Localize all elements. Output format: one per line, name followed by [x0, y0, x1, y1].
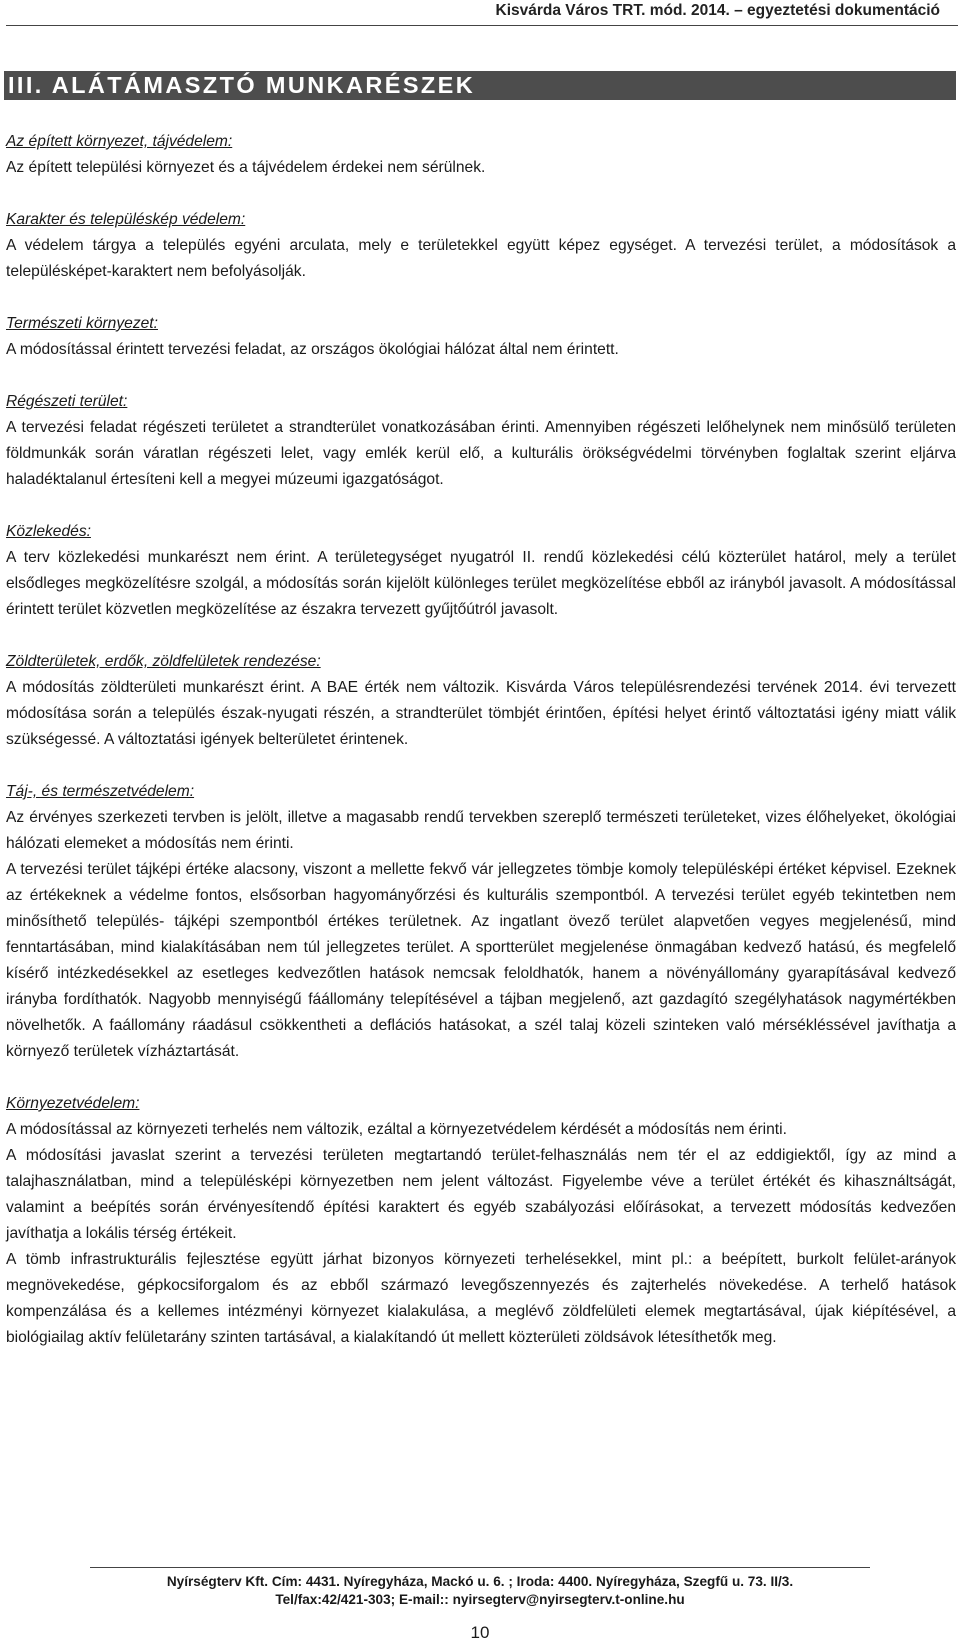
section-title: Régészeti terület:: [6, 393, 128, 410]
section-paragraph: A tervezési feladat régészeti területet a strandterület vonatkozásában érinti. Amennyiben régészeti lelőhelynek nem minősülő területen földmunkák során váratlan régészeti lelet, vagy emlék kerül elő, a kulturális örökségvédelmi törvényben foglaltak szerint eljárva haladéktalanul értesíteni kell a megyei múzeumi igazgatóságot.: [6, 419, 956, 488]
section-paragraph: A védelem tárgya a település egyéni arculata, mely e területekkel együtt képez egységet. A tervezési terület, a módosítások a településképet-karaktert nem befolyásolják.: [6, 237, 956, 280]
section-paragraph: Az épített települési környezet és a tájvédelem érdekei nem sérülnek.: [6, 159, 486, 176]
section-built-environment: [6, 129, 956, 181]
section-archaeology: [6, 389, 956, 493]
section-paragraph: Az érvényes szerkezeti tervben is jelölt, illetve a magasabb rendű tervekben szereplő természeti területeket, vizes élőhelyeket, ökológiai hálózati elemeket a módosítás nem érinti.: [6, 809, 956, 852]
section-character-protection: [6, 207, 956, 285]
section-natural-environment: [6, 311, 956, 363]
section-paragraph: A módosítási javaslat szerint a tervezési területen megtartandó terület-felhasználás nem tér el az eddigiektől, így az mind a talajhasználatban, mind a településképi környezetben nem jelent változást. Figyelembe véve a terület értékét és kihasználtságát, valamint a beépítés során érvényesítendő építési karaktert és egyéb szabályozási előírásokat, a tervezett módosítás kedvezően javíthatja a lokális térség értékeit.: [6, 1147, 956, 1242]
section-title: Közlekedés:: [6, 523, 91, 540]
footer-address: Nyírségterv Kft. Cím: 4431. Nyíregyháza, Mackó u. 6. ; Iroda: 4400. Nyíregyháza, Szegfű u. 73. II/3.: [166, 1574, 794, 1589]
section-environmental-protection: [6, 1091, 956, 1351]
section-title: Környezetvédelem:: [6, 1095, 140, 1112]
header-divider: [6, 25, 958, 26]
document-footer: [0, 1573, 960, 1609]
section-landscape-protection: [6, 779, 956, 1065]
section-paragraph: A módosítással érintett tervezési feladat, az országos ökológiai hálózat által nem érintett.: [6, 341, 619, 358]
section-paragraph: A terv közlekedési munkarészt nem érint. A területegységet nyugatról II. rendű közlekedési célú közterület határol, mely a terület elsődleges megközelítésre szolgál, a módosítás során kijelölt különleges terület megközelítése ebből az irányból javasolt. A módosítással érintett terület közvetlen megközelítése az északra tervezett gyűjtőútról javasolt.: [6, 549, 956, 618]
page-number: 10: [470, 1623, 490, 1642]
section-title: Zöldterületek, erdők, zöldfelületek rendezése:: [6, 653, 321, 670]
section-green-areas: [6, 649, 956, 753]
section-paragraph: A tömb infrastrukturális fejlesztése együtt járhat bizonyos környezeti terhelésekkel, mint pl.: a beépített, burkolt felület-arányok megnövekedése, gépkocsiforgalom és az ebből származó levegőszennyezés és zajterhelés növekedése. A terhelő hatások kompenzálása és a kellemes intézményi környezet kialakulása, a meglévő zöldfelületi elemek megtartásával, újak kiépítésével, a biológiailag aktív felületarány szinten tartásával, a kialakítandó út mellett közterületi zöldsávok létesíthetők meg.: [6, 1251, 956, 1346]
section-title: Karakter és településkép védelem:: [6, 211, 246, 228]
footer-contact: Tel/fax:42/421-303; E-mail:: nyirsegterv@nyirsegterv.t-online.hu: [275, 1592, 685, 1607]
chapter-title-bar: [4, 71, 956, 100]
chapter-title: III. ALÁTÁMASZTÓ MUNKARÉSZEK: [8, 72, 476, 98]
section-title: Táj-, és természetvédelem:: [6, 783, 195, 800]
document-header: Kisvárda Város TRT. mód. 2014. – egyeztetési dokumentáció: [495, 2, 940, 19]
footer-divider: [90, 1567, 870, 1568]
section-paragraph: A módosítás zöldterületi munkarészt érint. A BAE érték nem változik. Kisvárda Város településrendezési tervének 2014. évi tervezett módosítása során a település észak-nyugati részén, a strandterület tömbjét érintően, építési helyet érintő változtatási igény miatt válik szükségessé. A változtatási igények belterületet érintenek.: [6, 679, 956, 748]
section-title: Az épített környezet, tájvédelem:: [6, 133, 233, 150]
section-title: Természeti környezet:: [6, 315, 158, 332]
section-paragraph: A tervezési terület tájképi értéke alacsony, viszont a mellette fekvő vár jellegzetes tömbje komoly településképi értéket képvisel. Ezeknek az értékeknek a védelme fontos, elsősorban hagyományőrzési és kulturális szempontból. A tervezési terület egyéb tekintetben nem minősíthető település- tájképi szempontból értékes területnek. Az ingatlant övező terület alapvetően vegyes megjelenésű, mind fenntartásában, mind kialakításában nem túl jellegzetes terület. A sportterület megjelenése önmagában kedvező hatású, és megfelelő kísérő intézkedésekkel az esetleges kedvezőtlen hatások nemcsak feloldhatók, hanem a növényállomány gyarapításával kedvező irányba fordíthatók. Nagyobb mennyiségű fáállomány telepítésével a tájban megjelenő, azt gazdagító szegélyhatások nagymértékben növelhetők. A faállomány ráadásul csökkentheti a deflációs hatásokat, a szél talaj közeli szinteken való mérsékléssével javíthatja a környező területek vízháztartását.: [6, 861, 956, 1060]
section-paragraph: A módosítással az környezeti terhelés nem változik, ezáltal a környezetvédelem kérdését a módosítás nem érinti.: [6, 1121, 787, 1138]
document-body: [6, 129, 956, 1377]
section-transport: [6, 519, 956, 623]
